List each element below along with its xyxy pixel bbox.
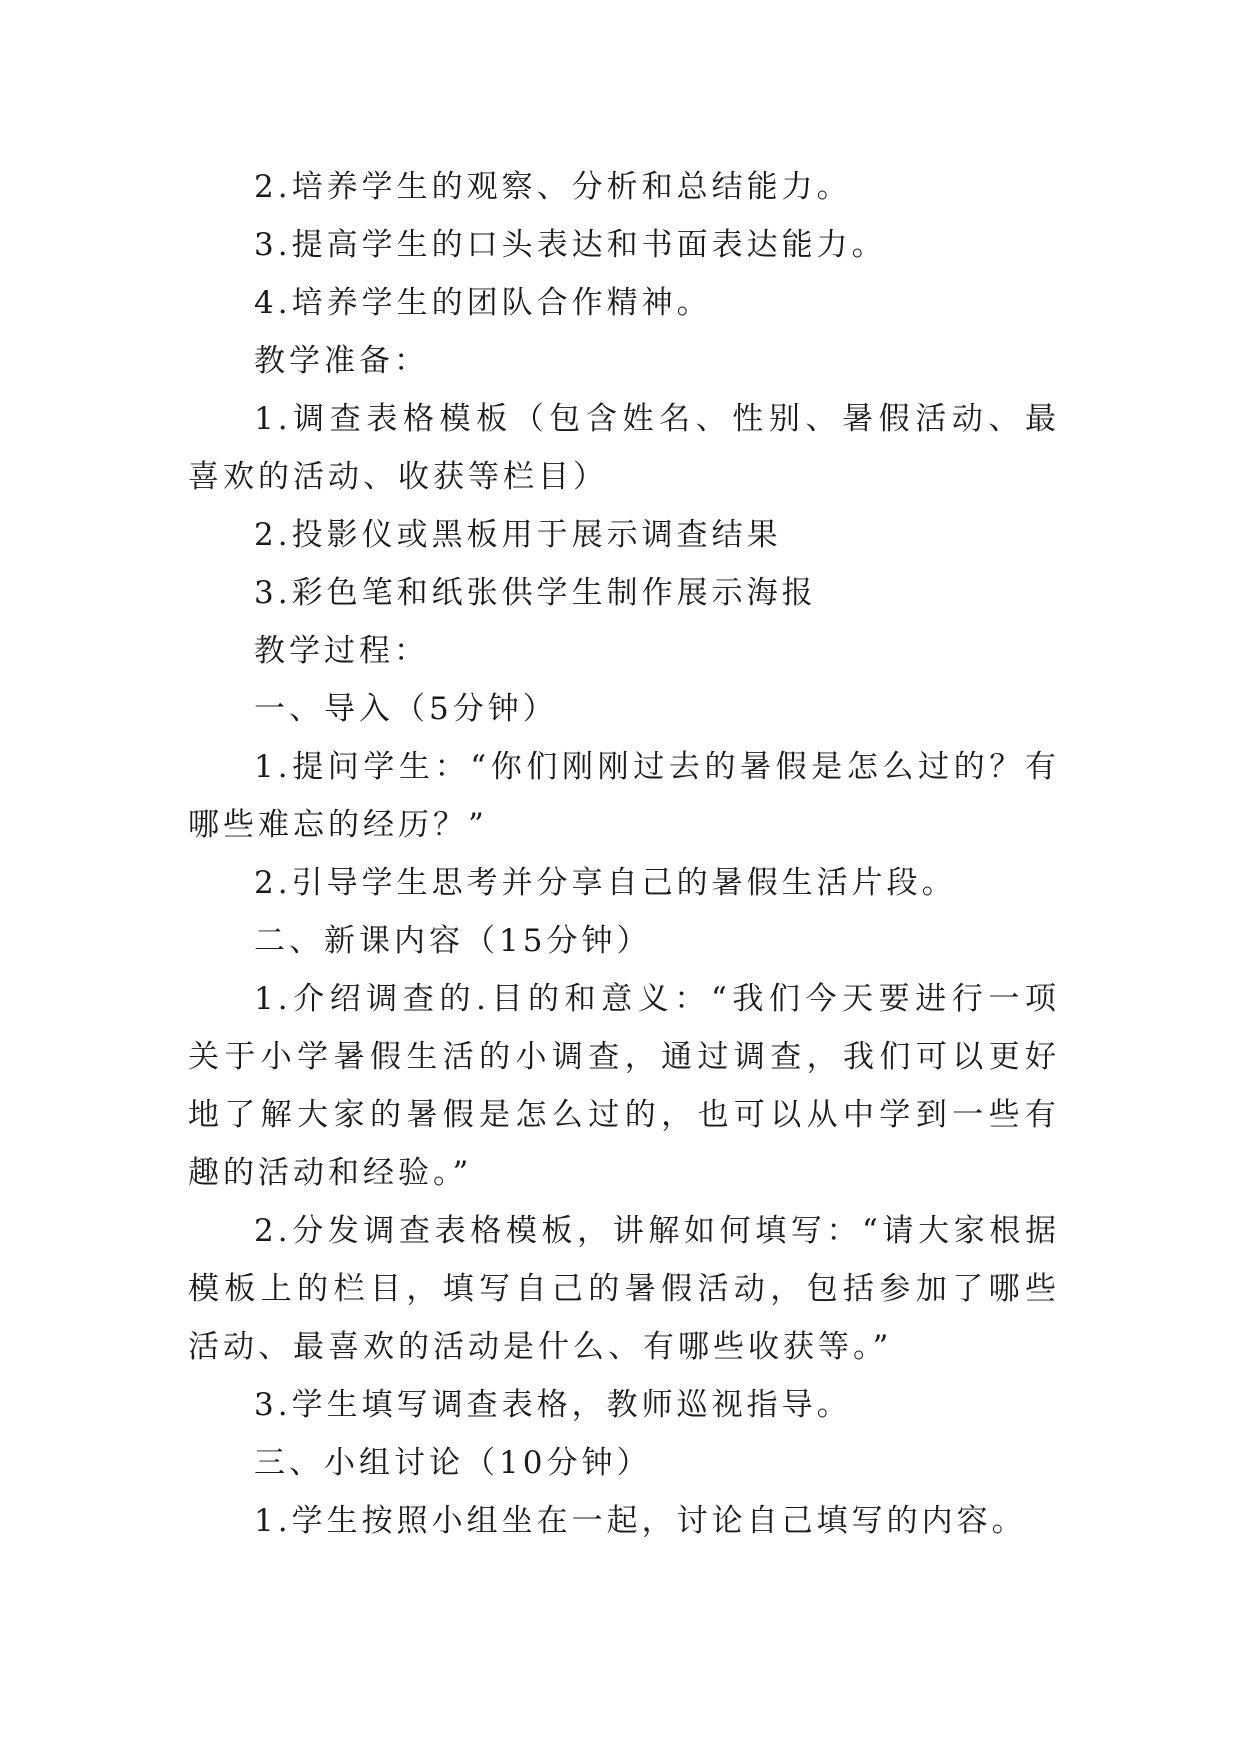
paragraph-preparation-3: 3.彩色笔和纸张供学生制作展示海报 bbox=[254, 575, 817, 611]
paragraph-preparation-1: 1.调查表格模板（包含姓名、性别、暑假活动、最喜欢的活动、收获等栏目） bbox=[188, 401, 1060, 495]
document-body bbox=[188, 158, 1060, 1550]
paragraph-new-lesson-2: 2.分发调查表格模板，讲解如何填写：“请大家根据模板上的栏目，填写自己的暑假活动，包括参加了哪些活动、最喜欢的活动是什么、有哪些收获等。” bbox=[188, 1213, 1060, 1365]
paragraph-introduction-2: 2.引导学生思考并分享自己的暑假生活片段。 bbox=[254, 865, 957, 901]
paragraph-new-lesson-3: 3.学生填写调查表格，教师巡视指导。 bbox=[254, 1387, 852, 1423]
heading-teaching-preparation: 教学准备： bbox=[254, 343, 429, 379]
paragraph-preparation-2: 2.投影仪或黑板用于展示调查结果 bbox=[254, 517, 782, 553]
section-heading-introduction: 一、导入（5分钟） bbox=[254, 691, 558, 727]
paragraph-introduction-1: 1.提问学生：“你们刚刚过去的暑假是怎么过的？有哪些难忘的经历？” bbox=[188, 749, 1060, 843]
section-heading-new-lesson: 二、新课内容（15分钟） bbox=[254, 923, 652, 959]
paragraph-new-lesson-1: 1.介绍调查的.目的和意义：“我们今天要进行一项关于小学暑假生活的小调查，通过调查，我们可以更好地了解大家的暑假是怎么过的，也可以从中学到一些有趣的活动和经验。” bbox=[188, 981, 1060, 1191]
paragraph-objective-4: 4.培养学生的团队合作精神。 bbox=[254, 285, 712, 321]
section-heading-group-discussion: 三、小组讨论（10分钟） bbox=[254, 1445, 652, 1481]
heading-teaching-process: 教学过程： bbox=[254, 633, 429, 669]
paragraph-objective-2: 2.培养学生的观察、分析和总结能力。 bbox=[254, 169, 852, 205]
paragraph-objective-3: 3.提高学生的口头表达和书面表达能力。 bbox=[254, 227, 887, 263]
paragraph-group-discussion-1: 1.学生按照小组坐在一起，讨论自己填写的内容。 bbox=[254, 1503, 1027, 1539]
